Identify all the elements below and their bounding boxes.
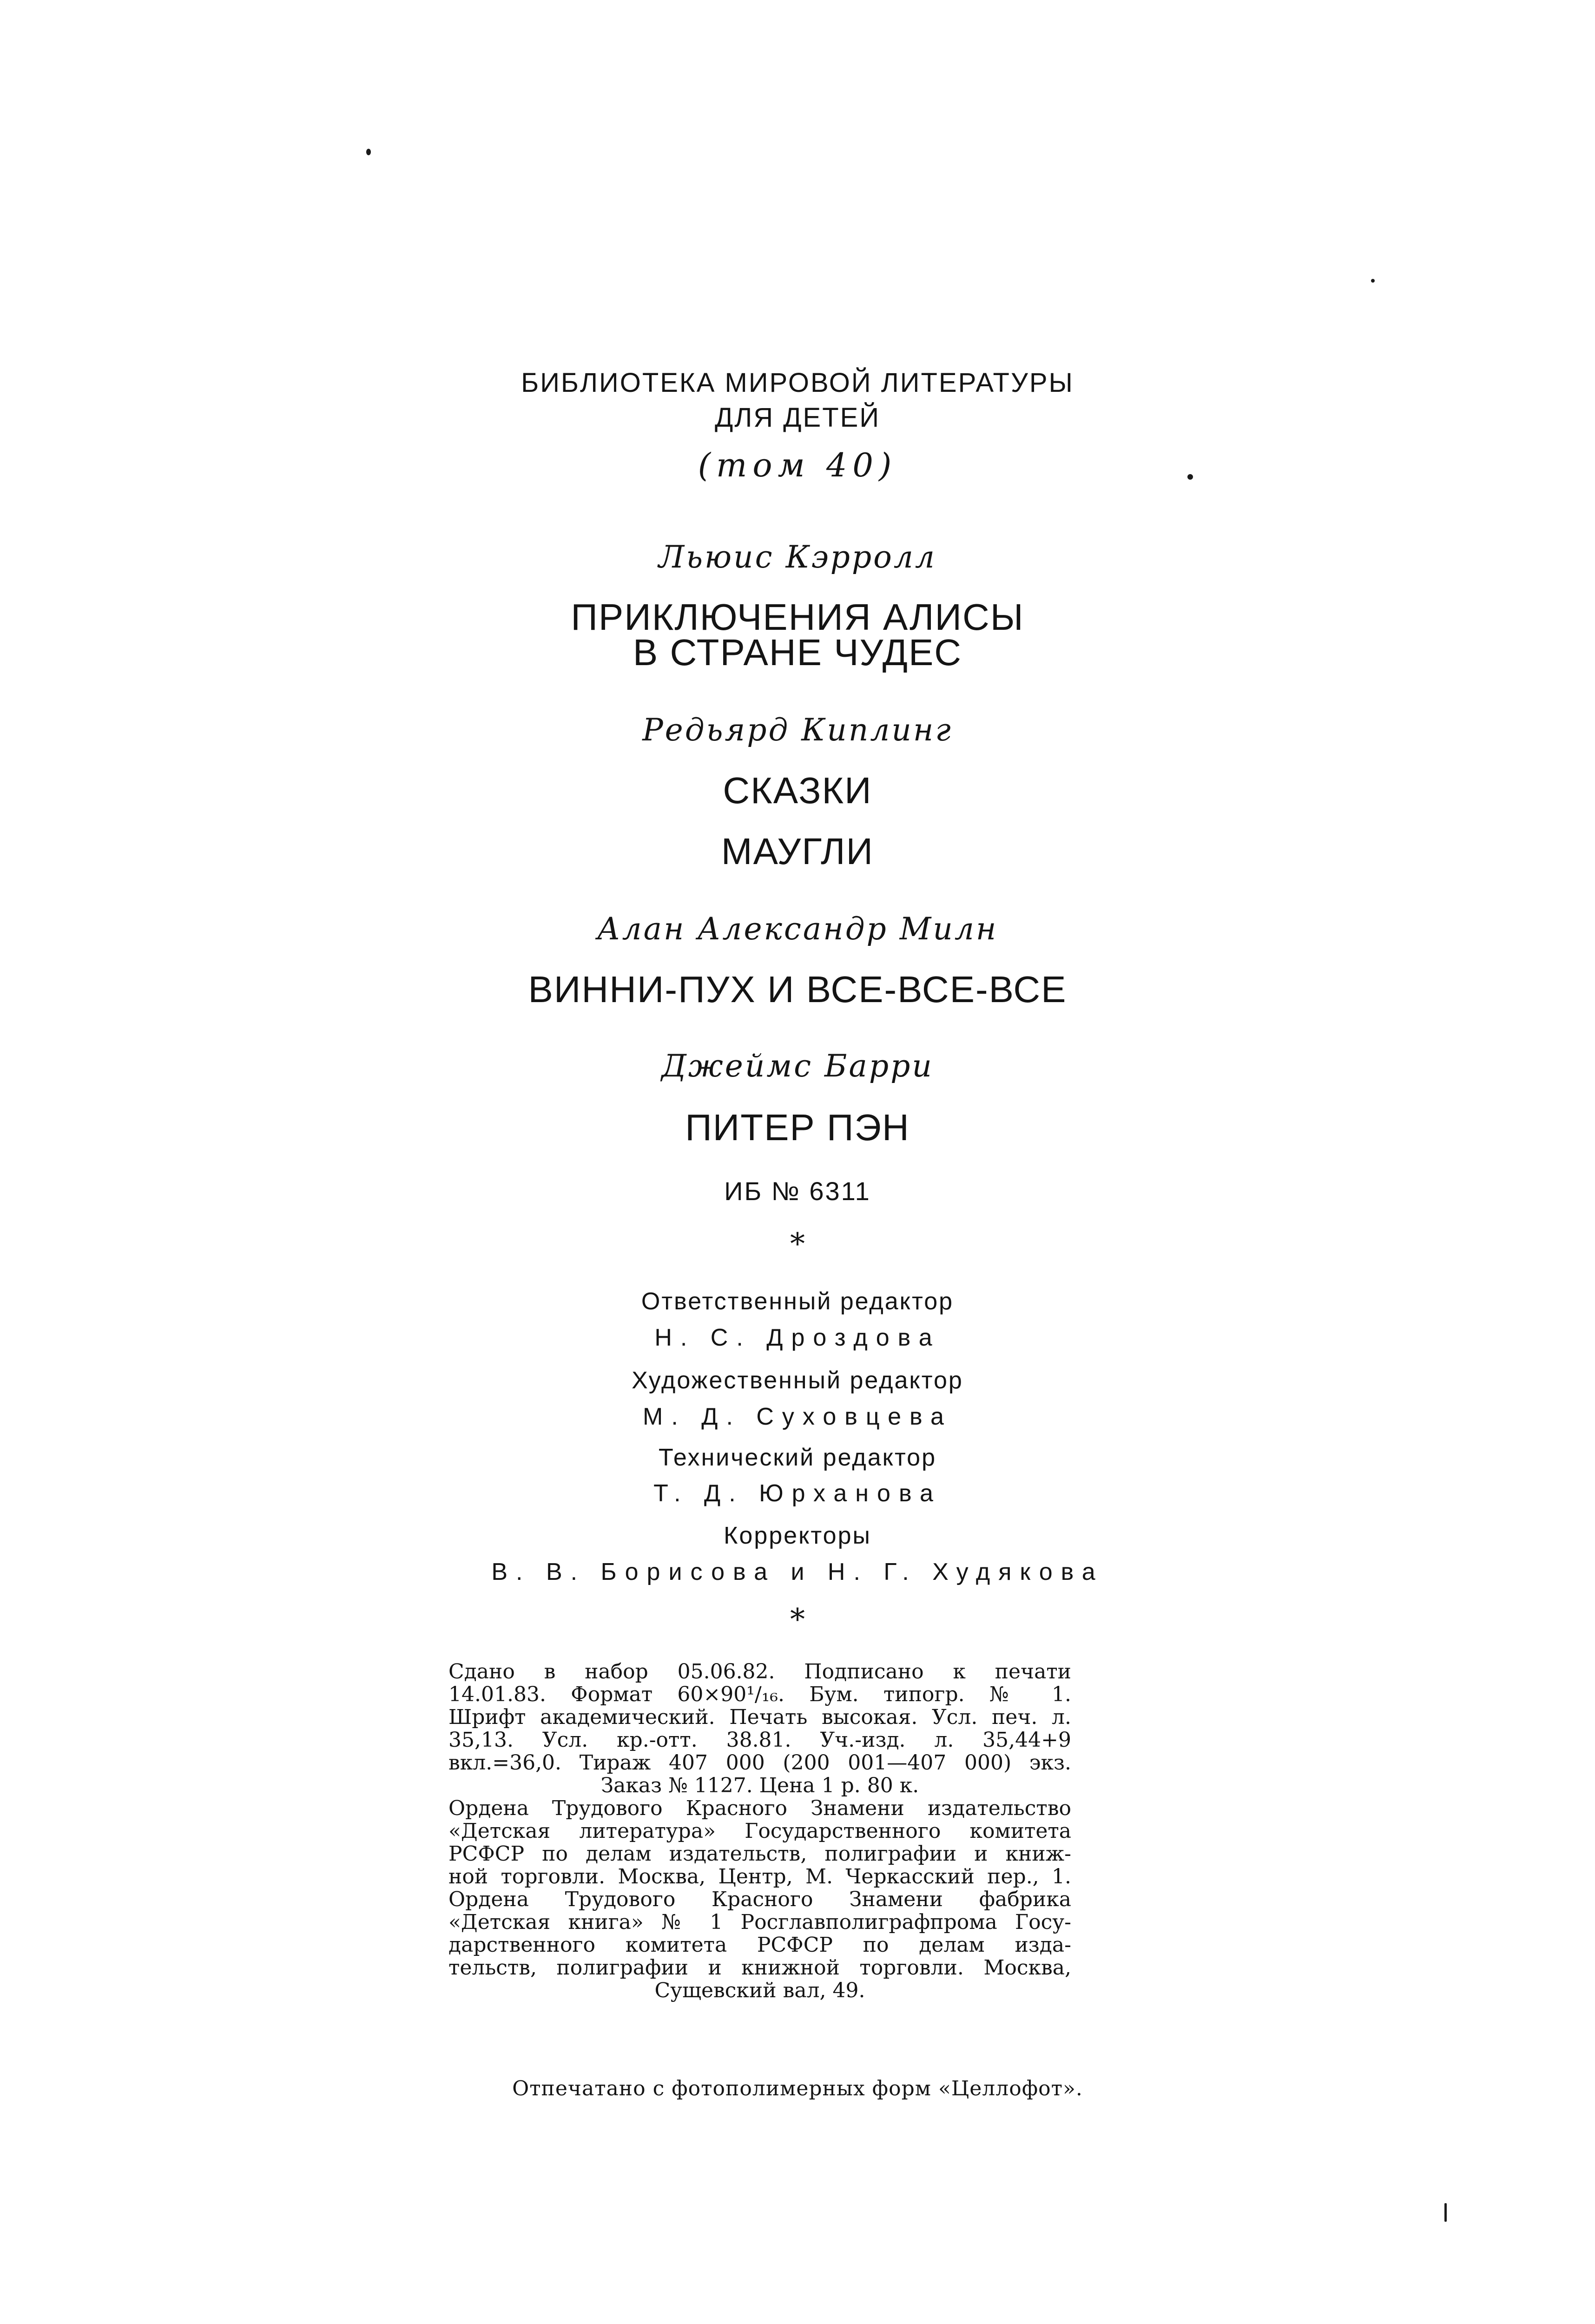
- author-barrie: Джеймс Барри: [661, 1048, 934, 1084]
- credit-person-technical-editor: Т. Д. Юрханова: [653, 1480, 942, 1507]
- imprint-line: «Детская литература» Государственного комитета: [448, 1819, 1071, 1843]
- title-mowgli: МАУГЛИ: [721, 831, 874, 872]
- imprint-line: 14.01.83. Формат 60×90¹/₁₆. Бум. типогр. № 1.: [448, 1683, 1071, 1706]
- credit-person-responsible-editor: Н. С. Дроздова: [654, 1324, 941, 1351]
- author-milne: Алан Александр Милн: [597, 911, 998, 947]
- scan-speck: [1444, 2203, 1447, 2222]
- imprint-line: 35,13. Усл. кр.-отт. 38.81. Уч.-изд. л. 35,44+9: [448, 1728, 1071, 1752]
- imprint-line: Шрифт академический. Печать высокая. Усл. печ. л.: [448, 1705, 1071, 1729]
- imprint-line: тельств, полиграфии и книжной торговли. Москва,: [448, 1956, 1071, 1980]
- ib-number: ИБ № 6311: [724, 1176, 871, 1206]
- separator-star-2: *: [790, 1603, 805, 1637]
- series-title-line-1: БИБЛИОТЕКА МИРОВОЙ ЛИТЕРАТУРЫ: [521, 368, 1074, 398]
- scan-speck: [366, 149, 371, 155]
- imprint-line: Заказ № 1127. Цена 1 р. 80 к.: [600, 1774, 919, 1797]
- author-carroll: Льюис Кэрролл: [659, 539, 936, 575]
- author-kipling: Редьярд Киплинг: [642, 712, 953, 748]
- imprint-line: вкл.=36,0. Тираж 407 000 (200 001—407 000) экз.: [448, 1751, 1071, 1775]
- credit-role-responsible-editor: Ответственный редактор: [641, 1288, 954, 1315]
- imprint-line: РСФСР по делам издательств, полиграфии и книж-: [448, 1842, 1071, 1866]
- credit-role-art-editor: Художественный редактор: [632, 1367, 963, 1394]
- imprint-line: Ордена Трудового Красного Знамени фабрика: [448, 1888, 1071, 1911]
- imprint-line: Сущевский вал, 49.: [654, 1979, 865, 2002]
- imprint-line: Ордена Трудового Красного Знамени издательство: [448, 1796, 1071, 1820]
- title-alice-line-1: ПРИКЛЮЧЕНИЯ АЛИСЫ: [571, 596, 1024, 638]
- imprint-block: [448, 1660, 1071, 2002]
- printed-by-line: Отпечатано с фотополимерных форм «Целлофот».: [512, 2077, 1083, 2100]
- title-peter-pan: ПИТЕР ПЭН: [685, 1107, 910, 1148]
- series-title-line-2: ДЛЯ ДЕТЕЙ: [714, 403, 881, 433]
- imprint-line: Сдано в набор 05.06.82. Подписано к печати: [448, 1660, 1071, 1684]
- title-skazki: СКАЗКИ: [723, 770, 872, 811]
- title-alice-line-2: В СТРАНЕ ЧУДЕС: [633, 632, 962, 673]
- credit-person-proofreaders: В. В. Борисова и Н. Г. Худякова: [491, 1558, 1104, 1585]
- imprint-line: дарственного комитета РСФСР по делам изда-: [448, 1933, 1071, 1957]
- imprint-line: «Детская книга» № 1 Росглавполиграфпрома Госу-: [448, 1910, 1071, 1934]
- scan-speck: [1371, 279, 1375, 283]
- credit-role-proofreaders: Корректоры: [724, 1522, 871, 1549]
- imprint-line: ной торговли. Москва, Центр, М. Черкасский пер., 1.: [448, 1865, 1071, 1888]
- scan-speck: [1187, 474, 1193, 480]
- credit-person-art-editor: М. Д. Суховцева: [643, 1403, 952, 1430]
- credit-role-technical-editor: Технический редактор: [658, 1444, 937, 1471]
- separator-star-1: *: [790, 1227, 805, 1261]
- volume-number: (том 40): [698, 446, 897, 484]
- title-winnie-the-pooh: ВИННИ-ПУХ И ВСЕ-ВСЕ-ВСЕ: [528, 969, 1067, 1010]
